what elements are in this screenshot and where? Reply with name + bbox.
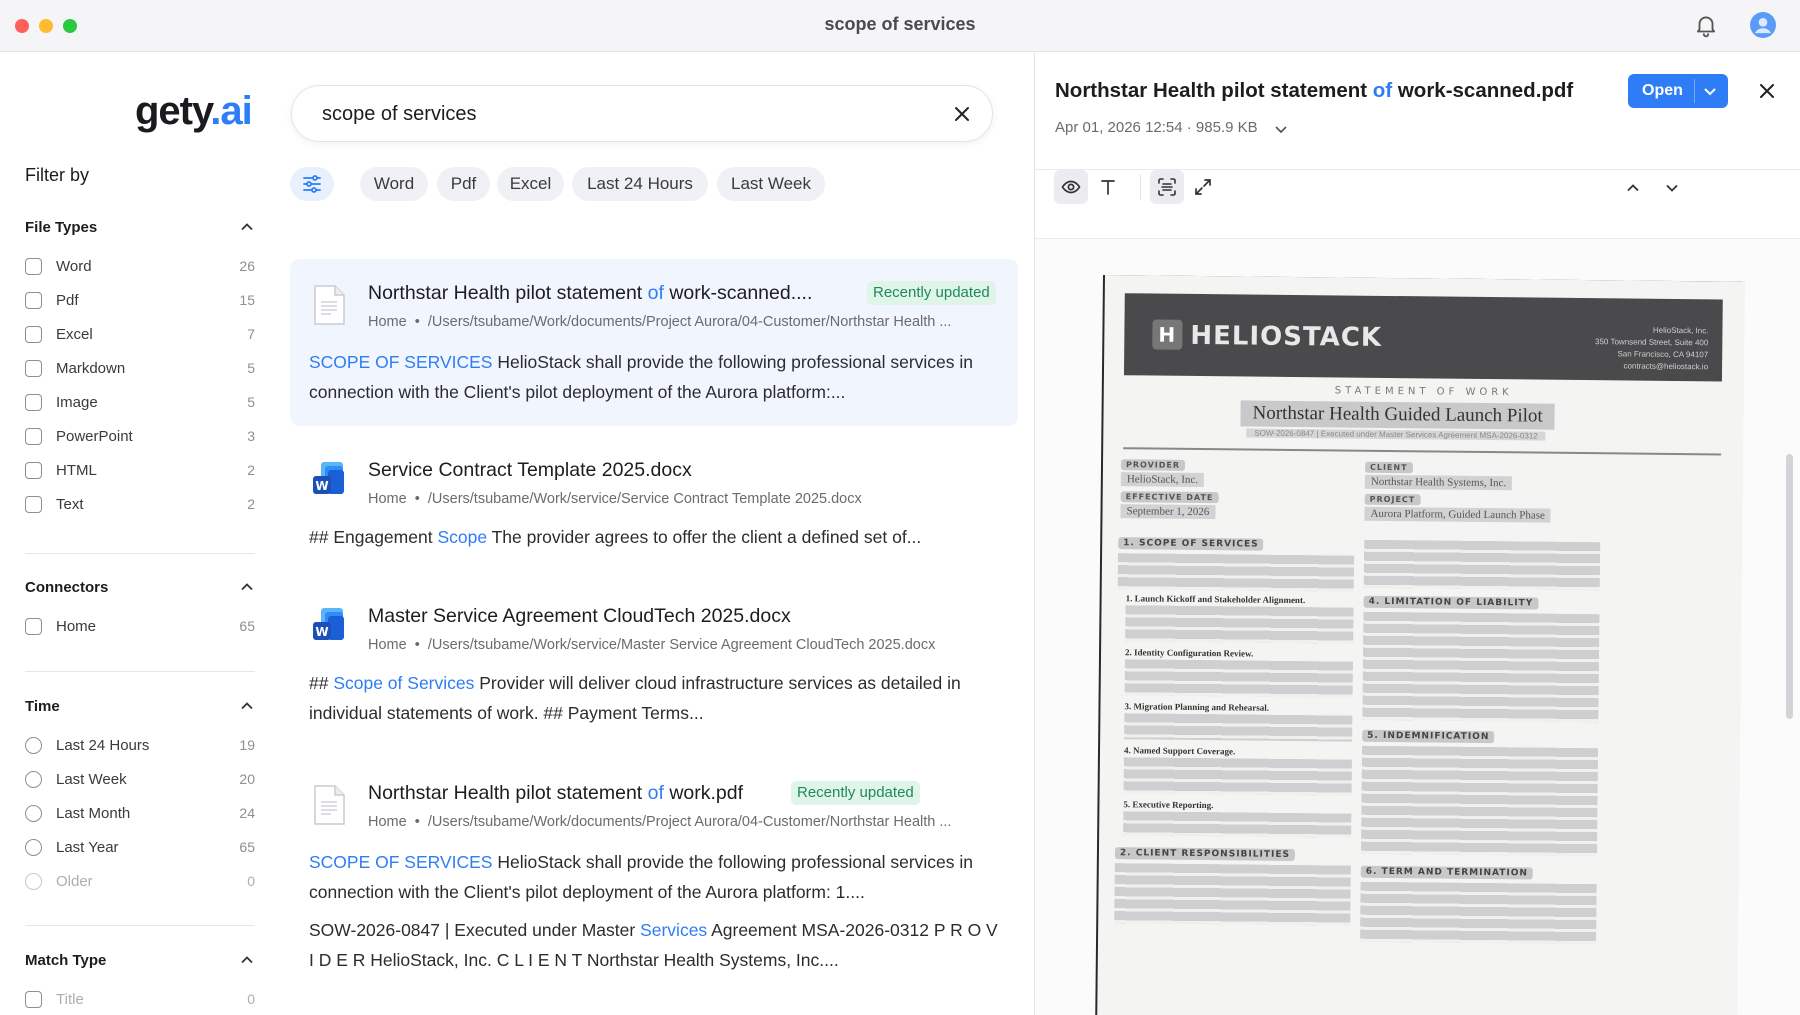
filter-by-heading: Filter by — [25, 165, 90, 185]
effective-date-value: September 1, 2026 — [1120, 504, 1215, 519]
checkbox[interactable] — [25, 258, 42, 275]
section-heading: 4. LIMITATION OF LIABILITY — [1364, 596, 1539, 610]
open-button[interactable] — [1628, 74, 1728, 108]
radio-button[interactable] — [25, 805, 42, 822]
filter-older[interactable]: Older 0 — [25, 864, 255, 898]
result-snippet: SCOPE OF SERVICES HelioStack shall provide the following professional services in connection with the Client's pilot deployment of the Aurora platform: 1.... — [309, 852, 973, 902]
checkbox[interactable] — [25, 991, 42, 1008]
result-snippet: SOW-2026-0847 | Executed under Master Services Agreement MSA-2026-0312 P R O V I D E R HelioStack, Inc. C L I E N T Northstar Health Systems, Inc.... — [309, 920, 998, 970]
filter-text[interactable]: Text 2 — [25, 487, 255, 521]
section-heading: 1. SCOPE OF SERVICES — [1118, 537, 1264, 551]
text-block — [1114, 863, 1351, 925]
filter-image[interactable]: Image 5 — [25, 385, 255, 419]
filter-last-24-hours[interactable]: Last 24 Hours 19 — [25, 728, 255, 762]
checkbox[interactable] — [25, 292, 42, 309]
chip-last-24-hours[interactable]: Last 24 Hours — [572, 167, 708, 201]
text-block — [1364, 540, 1600, 590]
preview-title: Northstar Health pilot statement of work-scanned.pdf — [1055, 79, 1574, 102]
result-path: Home • /Users/tsubame/Work/documents/Project Aurora/04-Customer/Northstar Health ... — [368, 314, 952, 330]
expand-button[interactable] — [1186, 170, 1220, 204]
item-heading: 5. Executive Reporting. — [1123, 799, 1214, 811]
scan-text-icon — [1157, 177, 1177, 197]
ocr-button[interactable] — [1150, 170, 1184, 204]
divider — [1694, 79, 1695, 103]
text-block — [1124, 757, 1352, 795]
company-address: HelioStack, Inc. 350 Townsend Street, Suite 400 San Francisco, CA 94107 contracts@heliostack.io — [1595, 325, 1709, 372]
eye-icon — [1061, 177, 1081, 197]
section-heading: 5. INDEMNIFICATION — [1362, 730, 1494, 743]
match-type-title: Match Type — [25, 951, 107, 969]
chip-pdf[interactable]: Pdf — [437, 167, 490, 201]
file-types-section — [25, 215, 255, 521]
checkbox[interactable] — [25, 496, 42, 513]
document-heading: Northstar Health Guided Launch Pilot — [1240, 400, 1554, 429]
radio-button[interactable] — [25, 737, 42, 754]
filter-title[interactable]: Title 0 — [25, 982, 255, 1015]
time-title: Time — [25, 697, 60, 715]
connectors-title: Connectors — [25, 578, 109, 596]
filter-last-week[interactable]: Last Week 20 — [25, 762, 255, 796]
scrollbar[interactable] — [1786, 454, 1793, 719]
item-heading: 4. Named Support Coverage. — [1123, 745, 1236, 757]
text-block — [1124, 713, 1352, 741]
result-snippet: SCOPE OF SERVICES HelioStack shall provide the following professional services in connection with the Client's pilot deployment of the Aurora platform:... — [309, 352, 973, 402]
text-block — [1360, 882, 1597, 944]
text-block — [1125, 659, 1353, 697]
match-type-header[interactable] — [25, 948, 255, 972]
filter-word[interactable]: Word 26 — [25, 249, 255, 283]
checkbox[interactable] — [25, 326, 42, 343]
document-header — [1124, 293, 1723, 381]
time-header[interactable] — [25, 694, 255, 718]
section-heading: 6. TERM AND TERMINATION — [1361, 866, 1533, 880]
checkbox[interactable] — [25, 428, 42, 445]
chip-last-week[interactable]: Last Week — [717, 167, 825, 201]
filter-last-month[interactable]: Last Month 24 — [25, 796, 255, 830]
result-title: Master Service Agreement CloudTech 2025.docx — [368, 605, 791, 627]
chevron-down-icon[interactable] — [1702, 83, 1718, 99]
document-subheading: SOW-2026-0847 | Executed under Master Services Agreement MSA-2026-0312 — [1246, 428, 1545, 440]
chevron-up-icon[interactable] — [1624, 179, 1642, 197]
word-file-icon — [312, 606, 346, 648]
result-item[interactable] — [290, 582, 1018, 742]
divider — [25, 671, 255, 672]
file-types-title: File Types — [25, 218, 98, 236]
result-path: Home • /Users/tsubame/Work/service/Master Service Agreement CloudTech 2025.docx — [368, 637, 936, 653]
checkbox[interactable] — [25, 394, 42, 411]
sliders-icon — [302, 175, 322, 193]
connectors-section — [25, 575, 255, 643]
text-block — [1125, 605, 1353, 643]
effective-date-label: EFFECTIVE DATE — [1121, 491, 1219, 503]
match-type-section — [25, 948, 255, 1015]
project-value: Aurora Platform, Guided Launch Phase — [1364, 507, 1551, 523]
document-viewer[interactable] — [1035, 239, 1800, 1015]
time-section — [25, 694, 255, 898]
divider — [1123, 447, 1721, 455]
item-heading: 2. Identity Configuration Review. — [1124, 647, 1254, 659]
word-file-icon — [312, 460, 346, 502]
chevron-down-icon[interactable] — [1273, 121, 1289, 137]
text-icon — [1098, 177, 1118, 197]
project-label: PROJECT — [1365, 494, 1421, 506]
result-title: Service Contract Template 2025.docx — [368, 459, 692, 481]
account-icon[interactable] — [1750, 12, 1776, 38]
checkbox[interactable] — [25, 618, 42, 635]
svg-text:W: W — [315, 625, 329, 639]
file-types-header[interactable] — [25, 215, 255, 239]
connectors-header[interactable] — [25, 575, 255, 599]
title-bar — [0, 0, 1800, 52]
bell-icon[interactable] — [1693, 12, 1719, 38]
chevron-up-icon[interactable] — [239, 952, 255, 968]
document-kicker: STATEMENT OF WORK — [1334, 385, 1513, 399]
filter-sidebar — [0, 53, 275, 1015]
recently-updated-badge: Recently updated — [867, 281, 996, 305]
filter-last-year[interactable]: Last Year 65 — [25, 830, 255, 864]
pdf-file-icon — [312, 784, 346, 826]
filter-powerpoint[interactable]: PowerPoint 3 — [25, 419, 255, 453]
scanned-page — [1097, 275, 1745, 1015]
open-button-label: Open — [1642, 82, 1683, 99]
section-heading: 2. CLIENT RESPONSIBILITIES — [1115, 847, 1295, 861]
heliostack-logo: H HELIOSTACK — [1152, 320, 1382, 353]
divider — [25, 553, 255, 554]
preview-panel — [1034, 53, 1800, 1015]
result-snippet: ## Engagement Scope The provider agrees to offer the client a defined set of... — [309, 527, 922, 547]
result-item[interactable] — [290, 436, 1018, 554]
text-mode-button[interactable] — [1091, 170, 1125, 204]
result-snippet: ## Scope of Services Provider will deliver cloud infrastructure services as detailed in individual statements of work. ## Payment Terms... — [309, 673, 961, 723]
divider — [25, 925, 255, 926]
checkbox[interactable] — [25, 462, 42, 479]
svg-text:W: W — [315, 479, 329, 493]
recently-updated-badge: Recently updated — [791, 781, 920, 805]
view-mode-button[interactable] — [1054, 170, 1088, 204]
divider — [1035, 169, 1800, 170]
pdf-file-icon — [312, 284, 346, 326]
result-path: Home • /Users/tsubame/Work/documents/Project Aurora/04-Customer/Northstar Health ... — [368, 814, 952, 830]
chevron-up-icon[interactable] — [239, 579, 255, 595]
filter-markdown[interactable]: Markdown 5 — [25, 351, 255, 385]
radio-button[interactable] — [25, 839, 42, 856]
close-icon[interactable] — [952, 104, 972, 124]
provider-label: PROVIDER — [1121, 459, 1185, 471]
preview-meta: Apr 01, 2026 12:54 · 985.9 KB — [1055, 119, 1258, 136]
client-label: CLIENT — [1365, 462, 1413, 473]
window-title: scope of services — [824, 14, 976, 34]
radio-button[interactable] — [25, 771, 42, 788]
client-value: Northstar Health Systems, Inc. — [1365, 475, 1512, 491]
result-path: Home • /Users/tsubame/Work/service/Service Contract Template 2025.docx — [368, 491, 862, 507]
filter-excel[interactable]: Excel 7 — [25, 317, 255, 351]
chip-word[interactable]: Word — [360, 167, 428, 201]
text-block — [1123, 811, 1351, 837]
filter-pdf[interactable]: Pdf 15 — [25, 283, 255, 317]
gety-logo: gety.ai — [135, 89, 252, 133]
provider-value: HelioStack, Inc. — [1121, 472, 1204, 487]
filter-html[interactable]: HTML 2 — [25, 453, 255, 487]
item-heading: 1. Launch Kickoff and Stakeholder Alignment. — [1125, 593, 1306, 606]
item-heading: 3. Migration Planning and Rehearsal. — [1124, 701, 1270, 713]
result-title: Northstar Health pilot statement of work.pdf — [368, 782, 744, 804]
chip-excel[interactable]: Excel — [497, 167, 564, 201]
chevron-up-icon[interactable] — [239, 219, 255, 235]
search-input[interactable] — [322, 100, 922, 128]
text-block — [1362, 612, 1599, 722]
text-block — [1118, 553, 1354, 591]
filter-toggle-button[interactable] — [290, 167, 334, 201]
search-bar[interactable] — [291, 85, 993, 142]
chevron-down-icon[interactable] — [1663, 179, 1681, 197]
result-item[interactable] — [290, 259, 1018, 426]
checkbox[interactable] — [25, 360, 42, 377]
close-icon[interactable] — [1757, 81, 1777, 101]
chevron-up-icon[interactable] — [239, 698, 255, 714]
divider — [1140, 174, 1141, 200]
filter-home[interactable]: Home 65 — [25, 609, 255, 643]
result-item[interactable] — [290, 759, 1018, 979]
radio-button[interactable] — [25, 873, 42, 890]
expand-icon — [1193, 177, 1213, 197]
text-block — [1361, 746, 1598, 856]
result-title: Northstar Health pilot statement of work-scanned.... — [368, 282, 813, 304]
